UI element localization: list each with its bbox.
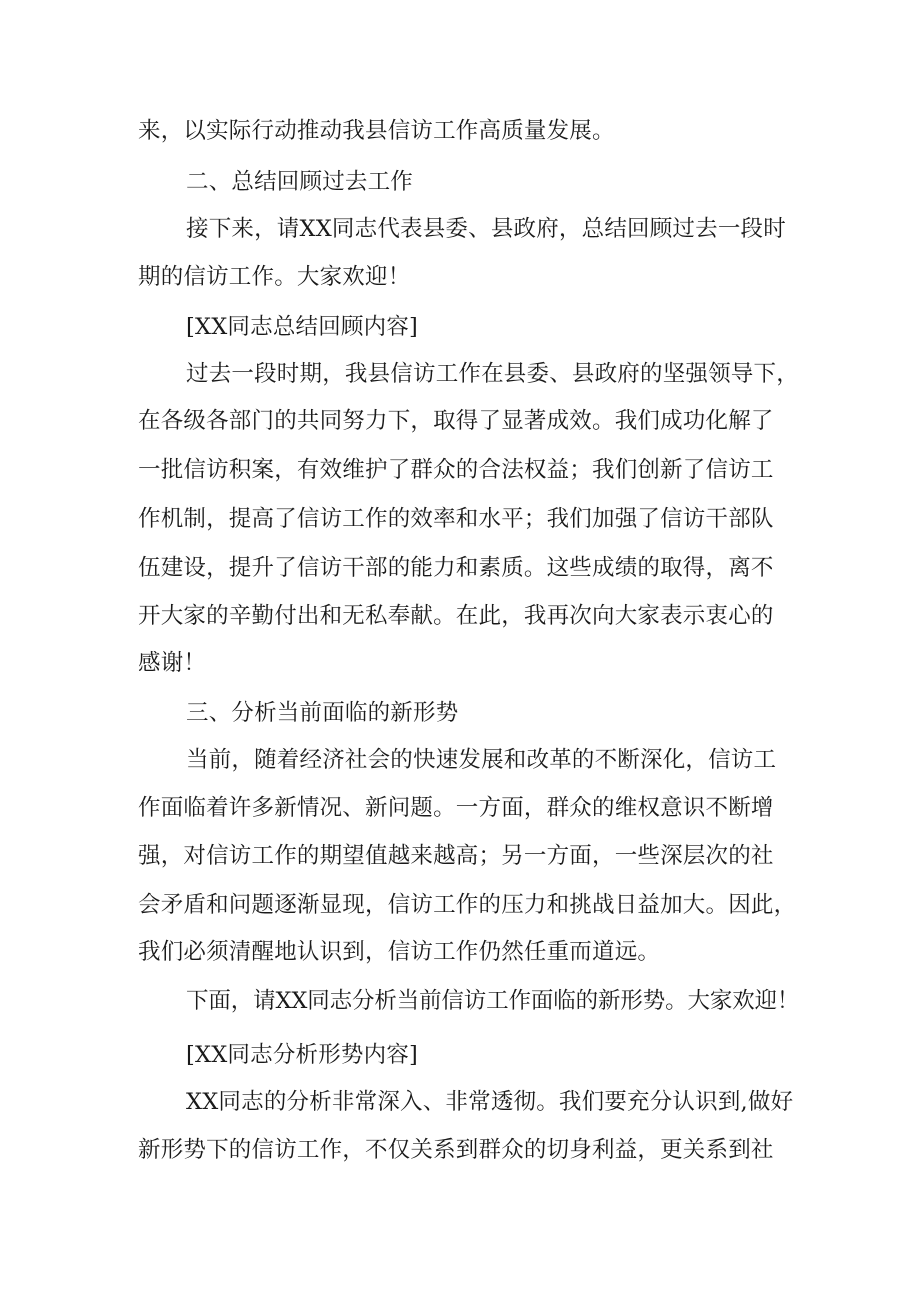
text-line: XX同志的分析非常深入、非常透彻。我们要充分认识到,做好: [186, 1089, 794, 1115]
text-line: 会矛盾和问题逐渐显现，信访工作的压力和挑战日益加大。因此，: [138, 892, 797, 918]
section-heading: 二、总结回顾过去工作: [186, 169, 414, 195]
text-line: 感谢！: [138, 650, 207, 676]
text-line: 开大家的辛勤付出和无私奉献。在此，我再次向大家表示衷心的: [138, 603, 774, 629]
placeholder-note: [XX同志分析形势内容]: [186, 1042, 418, 1068]
section-heading: 三、分析当前面临的新形势: [186, 700, 459, 726]
text-line: 当前，随着经济社会的快速发展和改革的不断深化，信访工: [186, 747, 777, 773]
placeholder-note: [XX同志总结回顾内容]: [186, 314, 418, 340]
text-line: 在各级各部门的共同努力下，取得了显著成效。我们成功化解了: [138, 408, 774, 434]
text-line: 期的信访工作。大家欢迎！: [138, 264, 411, 290]
text-line: 接下来，请XX同志代表县委、县政府，总结回顾过去一段时: [186, 216, 786, 242]
text-line: 伍建设，提升了信访干部的能力和素质。这些成绩的取得，离不: [138, 555, 774, 581]
text-line: 一批信访积案，有效维护了群众的合法权益；我们创新了信访工: [138, 457, 774, 483]
text-line: 作面临着许多新情况、新问题。一方面，群众的维权意识不断增: [138, 795, 774, 821]
text-line: 来，以实际行动推动我县信访工作高质量发展。: [138, 118, 615, 144]
text-line: 我们必须清醒地认识到，信访工作仍然任重而道远。: [138, 939, 661, 965]
text-line: 作机制，提高了信访工作的效率和水平；我们加强了信访干部队: [138, 506, 774, 532]
text-line: 过去一段时期，我县信访工作在县委、县政府的坚强领导下，: [186, 361, 799, 387]
text-line: 强，对信访工作的期望值越来越高；另一方面，一些深层次的社: [138, 843, 774, 869]
text-line: 新形势下的信访工作，不仅关系到群众的切身利益，更关系到社: [138, 1137, 774, 1163]
text-line: 下面，请XX同志分析当前信访工作面临的新形势。大家欢迎！: [186, 988, 800, 1014]
